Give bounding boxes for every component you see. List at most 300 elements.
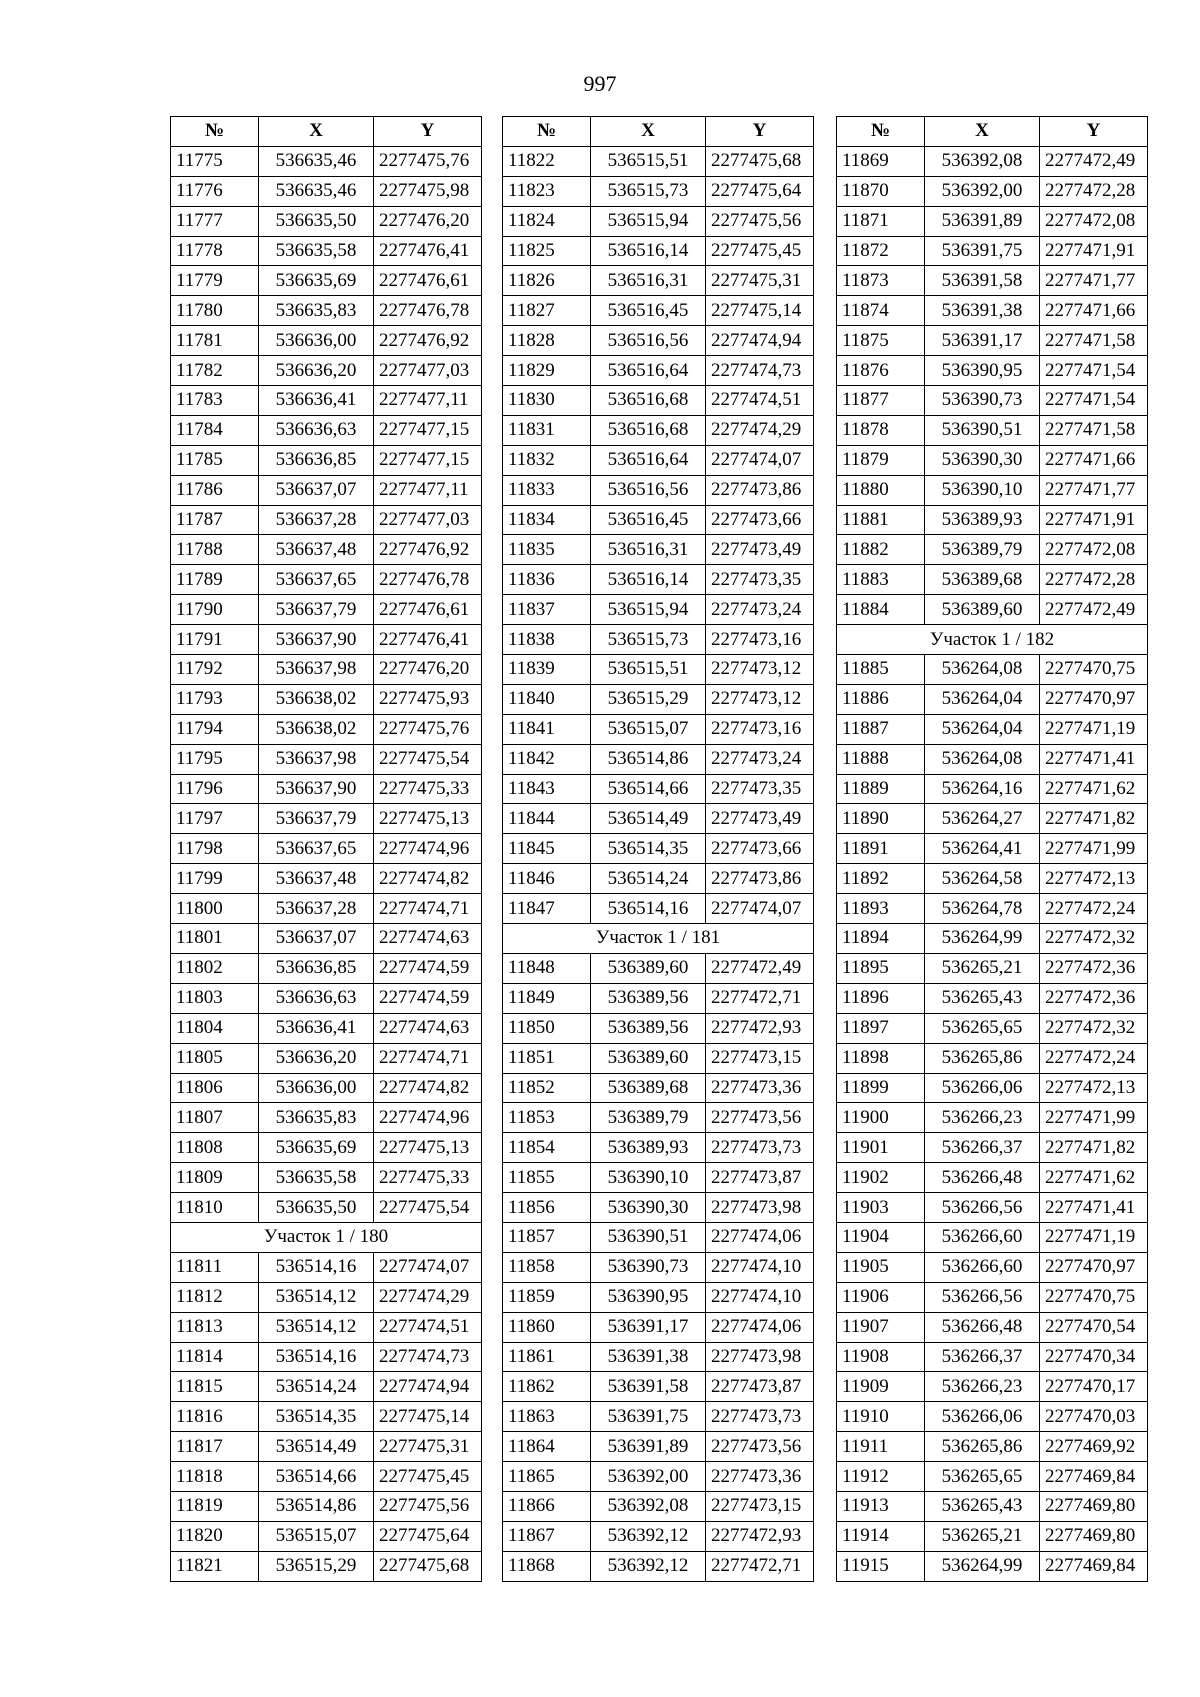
table-row <box>171 1312 482 1342</box>
y-coordinate-cell: 2277470,97 <box>1040 684 1148 714</box>
y-coordinate-cell: 2277474,96 <box>374 1103 482 1133</box>
x-coordinate-cell: 536514,35 <box>259 1402 374 1432</box>
x-coordinate-cell: 536391,38 <box>591 1342 706 1372</box>
x-coordinate-cell: 536514,49 <box>591 804 706 834</box>
x-coordinate-cell: 536516,56 <box>591 475 706 505</box>
point-number-cell: 11871 <box>837 206 925 236</box>
point-number-cell: 11870 <box>837 176 925 206</box>
table-row <box>503 1312 814 1342</box>
point-number-cell: 11776 <box>171 176 259 206</box>
x-coordinate-cell: 536391,89 <box>591 1432 706 1462</box>
y-coordinate-cell: 2277474,71 <box>374 894 482 924</box>
y-coordinate-cell: 2277475,13 <box>374 804 482 834</box>
table-row <box>171 1282 482 1312</box>
point-number-cell: 11785 <box>171 445 259 475</box>
table-row <box>171 864 482 894</box>
x-coordinate-cell: 536636,63 <box>259 415 374 445</box>
y-coordinate-cell: 2277475,31 <box>706 266 814 296</box>
y-coordinate-cell: 2277474,51 <box>374 1312 482 1342</box>
point-number-cell: 11878 <box>837 415 925 445</box>
y-coordinate-cell: 2277472,71 <box>706 983 814 1013</box>
x-coordinate-cell: 536264,27 <box>925 804 1040 834</box>
point-number-cell: 11844 <box>503 804 591 834</box>
coordinates-table-middle <box>502 116 814 1582</box>
x-coordinate-cell: 536516,14 <box>591 565 706 595</box>
x-coordinate-cell: 536635,69 <box>259 266 374 296</box>
x-coordinate-cell: 536389,79 <box>925 535 1040 565</box>
point-number-cell: 11897 <box>837 1013 925 1043</box>
x-coordinate-cell: 536265,86 <box>925 1043 1040 1073</box>
x-coordinate-cell: 536516,31 <box>591 266 706 296</box>
y-coordinate-cell: 2277474,59 <box>374 983 482 1013</box>
point-number-cell: 11894 <box>837 924 925 954</box>
y-coordinate-cell: 2277472,36 <box>1040 953 1148 983</box>
table-row <box>503 1432 814 1462</box>
y-coordinate-cell: 2277473,56 <box>706 1432 814 1462</box>
table-row <box>171 1163 482 1193</box>
table-row <box>837 864 1148 894</box>
table-row <box>171 296 482 326</box>
y-coordinate-cell: 2277473,12 <box>706 655 814 685</box>
point-number-cell: 11851 <box>503 1043 591 1073</box>
table-row <box>503 953 814 983</box>
x-coordinate-cell: 536266,23 <box>925 1372 1040 1402</box>
y-coordinate-cell: 2277473,98 <box>706 1193 814 1223</box>
y-coordinate-cell: 2277475,93 <box>374 684 482 714</box>
point-number-cell: 11847 <box>503 894 591 924</box>
table-row <box>837 1043 1148 1073</box>
x-coordinate-cell: 536637,07 <box>259 924 374 954</box>
y-coordinate-cell: 2277471,41 <box>1040 1193 1148 1223</box>
x-coordinate-cell: 536516,14 <box>591 236 706 266</box>
point-number-cell: 11789 <box>171 565 259 595</box>
table-row <box>837 296 1148 326</box>
y-coordinate-cell: 2277472,93 <box>706 1521 814 1551</box>
x-coordinate-cell: 536266,48 <box>925 1312 1040 1342</box>
point-number-cell: 11832 <box>503 445 591 475</box>
x-coordinate-cell: 536636,00 <box>259 326 374 356</box>
table-row <box>503 1163 814 1193</box>
x-coordinate-cell: 536390,30 <box>591 1193 706 1223</box>
table-row <box>171 625 482 655</box>
y-coordinate-cell: 2277474,82 <box>374 864 482 894</box>
point-number-cell: 11781 <box>171 326 259 356</box>
y-coordinate-cell: 2277474,06 <box>706 1222 814 1252</box>
y-column-header: Y <box>1040 117 1148 147</box>
x-coordinate-cell: 536635,58 <box>259 236 374 266</box>
x-coordinate-cell: 536514,66 <box>591 774 706 804</box>
table-row <box>503 1252 814 1282</box>
x-coordinate-cell: 536637,90 <box>259 625 374 655</box>
point-number-cell: 11819 <box>171 1491 259 1521</box>
y-coordinate-cell: 2277475,31 <box>374 1432 482 1462</box>
point-number-cell: 11890 <box>837 804 925 834</box>
x-coordinate-cell: 536514,12 <box>259 1312 374 1342</box>
point-number-cell: 11893 <box>837 894 925 924</box>
point-number-cell: 11837 <box>503 595 591 625</box>
y-coordinate-cell: 2277472,24 <box>1040 894 1148 924</box>
x-coordinate-cell: 536264,41 <box>925 834 1040 864</box>
y-coordinate-cell: 2277472,32 <box>1040 1013 1148 1043</box>
x-coordinate-cell: 536264,08 <box>925 744 1040 774</box>
y-coordinate-cell: 2277473,66 <box>706 505 814 535</box>
point-number-cell: 11816 <box>171 1402 259 1432</box>
point-number-cell: 11828 <box>503 326 591 356</box>
point-number-cell: 11815 <box>171 1372 259 1402</box>
table-row <box>503 864 814 894</box>
y-coordinate-cell: 2277474,73 <box>374 1342 482 1372</box>
x-coordinate-cell: 536637,98 <box>259 655 374 685</box>
table-row <box>171 684 482 714</box>
table-row <box>171 953 482 983</box>
x-coordinate-cell: 536635,50 <box>259 1193 374 1223</box>
y-coordinate-cell: 2277471,58 <box>1040 415 1148 445</box>
y-coordinate-cell: 2277474,82 <box>374 1073 482 1103</box>
x-coordinate-cell: 536514,86 <box>591 744 706 774</box>
x-coordinate-cell: 536516,64 <box>591 356 706 386</box>
x-coordinate-cell: 536637,48 <box>259 535 374 565</box>
x-coordinate-cell: 536264,16 <box>925 774 1040 804</box>
table-row <box>171 1073 482 1103</box>
point-number-cell: 11824 <box>503 206 591 236</box>
point-number-cell: 11850 <box>503 1013 591 1043</box>
section-title-row <box>837 625 1148 655</box>
point-number-cell: 11903 <box>837 1193 925 1223</box>
table-row <box>837 1551 1148 1581</box>
y-coordinate-cell: 2277471,41 <box>1040 744 1148 774</box>
table-row <box>837 505 1148 535</box>
x-coordinate-cell: 536638,02 <box>259 684 374 714</box>
point-number-cell: 11834 <box>503 505 591 535</box>
coordinates-table-right <box>836 116 1148 1582</box>
x-coordinate-cell: 536636,20 <box>259 1043 374 1073</box>
point-number-cell: 11821 <box>171 1551 259 1581</box>
table-row <box>837 176 1148 206</box>
y-coordinate-cell: 2277473,24 <box>706 595 814 625</box>
y-coordinate-cell: 2277472,08 <box>1040 535 1148 565</box>
x-coordinate-cell: 536638,02 <box>259 714 374 744</box>
x-coordinate-cell: 536389,79 <box>591 1103 706 1133</box>
x-coordinate-cell: 536389,60 <box>591 953 706 983</box>
y-coordinate-cell: 2277473,15 <box>706 1043 814 1073</box>
table-row <box>503 236 814 266</box>
y-coordinate-cell: 2277471,19 <box>1040 1222 1148 1252</box>
table-row <box>503 804 814 834</box>
y-coordinate-cell: 2277474,29 <box>374 1282 482 1312</box>
x-coordinate-cell: 536636,41 <box>259 1013 374 1043</box>
y-coordinate-cell: 2277474,06 <box>706 1312 814 1342</box>
y-coordinate-cell: 2277474,07 <box>706 894 814 924</box>
x-coordinate-cell: 536264,99 <box>925 1551 1040 1581</box>
table-row <box>171 565 482 595</box>
point-number-cell: 11872 <box>837 236 925 266</box>
y-coordinate-cell: 2277477,11 <box>374 386 482 416</box>
x-coordinate-cell: 536635,50 <box>259 206 374 236</box>
point-number-cell: 11848 <box>503 953 591 983</box>
table-row <box>171 415 482 445</box>
table-row <box>837 834 1148 864</box>
table-row <box>171 1432 482 1462</box>
y-coordinate-cell: 2277476,20 <box>374 206 482 236</box>
y-coordinate-cell: 2277472,93 <box>706 1013 814 1043</box>
y-coordinate-cell: 2277475,14 <box>706 296 814 326</box>
point-number-cell: 11825 <box>503 236 591 266</box>
table-row <box>837 1432 1148 1462</box>
x-coordinate-cell: 536389,60 <box>925 595 1040 625</box>
point-number-cell: 11886 <box>837 684 925 714</box>
table-header-row <box>837 117 1148 147</box>
table-row <box>171 445 482 475</box>
point-number-cell: 11901 <box>837 1133 925 1163</box>
table-row <box>503 266 814 296</box>
y-coordinate-cell: 2277472,49 <box>1040 595 1148 625</box>
table-row <box>171 774 482 804</box>
point-number-cell: 11853 <box>503 1103 591 1133</box>
table-row <box>837 655 1148 685</box>
table-row <box>503 1491 814 1521</box>
point-number-cell: 11910 <box>837 1402 925 1432</box>
x-coordinate-cell: 536514,16 <box>259 1252 374 1282</box>
y-coordinate-cell: 2277472,28 <box>1040 176 1148 206</box>
table-row <box>171 1193 482 1223</box>
y-coordinate-cell: 2277471,82 <box>1040 1133 1148 1163</box>
table-row <box>171 714 482 744</box>
point-number-cell: 11838 <box>503 625 591 655</box>
x-coordinate-cell: 536391,38 <box>925 296 1040 326</box>
point-number-cell: 11913 <box>837 1491 925 1521</box>
point-number-cell: 11798 <box>171 834 259 864</box>
y-coordinate-cell: 2277474,10 <box>706 1282 814 1312</box>
y-coordinate-cell: 2277476,92 <box>374 326 482 356</box>
y-coordinate-cell: 2277473,35 <box>706 565 814 595</box>
y-coordinate-cell: 2277469,84 <box>1040 1462 1148 1492</box>
y-coordinate-cell: 2277472,49 <box>1040 146 1148 176</box>
point-number-cell: 11790 <box>171 595 259 625</box>
point-number-cell: 11808 <box>171 1133 259 1163</box>
y-coordinate-cell: 2277472,24 <box>1040 1043 1148 1073</box>
x-coordinate-cell: 536391,75 <box>925 236 1040 266</box>
point-number-cell: 11811 <box>171 1252 259 1282</box>
y-coordinate-cell: 2277473,36 <box>706 1462 814 1492</box>
point-number-cell: 11911 <box>837 1432 925 1462</box>
table-row <box>171 1372 482 1402</box>
table-row <box>503 1462 814 1492</box>
x-coordinate-cell: 536264,58 <box>925 864 1040 894</box>
point-number-cell: 11857 <box>503 1222 591 1252</box>
y-coordinate-cell: 2277471,91 <box>1040 505 1148 535</box>
y-coordinate-cell: 2277470,75 <box>1040 1282 1148 1312</box>
x-coordinate-cell: 536635,46 <box>259 176 374 206</box>
x-coordinate-cell: 536265,43 <box>925 1491 1040 1521</box>
table-row <box>171 505 482 535</box>
x-coordinate-cell: 536637,79 <box>259 595 374 625</box>
y-coordinate-cell: 2277475,76 <box>374 146 482 176</box>
point-number-cell: 11812 <box>171 1282 259 1312</box>
point-number-cell: 11826 <box>503 266 591 296</box>
x-coordinate-cell: 536515,73 <box>591 625 706 655</box>
y-coordinate-cell: 2277471,58 <box>1040 326 1148 356</box>
y-coordinate-cell: 2277471,62 <box>1040 774 1148 804</box>
point-number-cell: 11862 <box>503 1372 591 1402</box>
y-coordinate-cell: 2277473,16 <box>706 625 814 655</box>
table-header-row <box>503 117 814 147</box>
x-coordinate-cell: 536391,75 <box>591 1402 706 1432</box>
y-coordinate-cell: 2277474,07 <box>374 1252 482 1282</box>
y-coordinate-cell: 2277470,54 <box>1040 1312 1148 1342</box>
x-coordinate-cell: 536636,20 <box>259 356 374 386</box>
section-title: Участок 1 / 181 <box>503 924 814 954</box>
y-coordinate-cell: 2277477,15 <box>374 445 482 475</box>
point-number-cell: 11804 <box>171 1013 259 1043</box>
y-coordinate-cell: 2277474,71 <box>374 1043 482 1073</box>
table-row <box>837 953 1148 983</box>
point-number-cell: 11791 <box>171 625 259 655</box>
point-number-cell: 11864 <box>503 1432 591 1462</box>
y-coordinate-cell: 2277471,54 <box>1040 356 1148 386</box>
table-row <box>503 1342 814 1372</box>
y-coordinate-cell: 2277470,17 <box>1040 1372 1148 1402</box>
table-row <box>171 236 482 266</box>
section-title: Участок 1 / 180 <box>171 1222 482 1252</box>
x-coordinate-cell: 536516,68 <box>591 415 706 445</box>
table-row <box>837 595 1148 625</box>
y-coordinate-cell: 2277475,68 <box>706 146 814 176</box>
table-row <box>837 774 1148 804</box>
x-coordinate-cell: 536264,04 <box>925 714 1040 744</box>
point-number-cell: 11787 <box>171 505 259 535</box>
point-number-cell: 11914 <box>837 1521 925 1551</box>
point-number-cell: 11841 <box>503 714 591 744</box>
table-row <box>503 625 814 655</box>
y-coordinate-cell: 2277477,11 <box>374 475 482 505</box>
table-row <box>837 804 1148 834</box>
table-row <box>503 296 814 326</box>
point-number-cell: 11866 <box>503 1491 591 1521</box>
table-row <box>837 236 1148 266</box>
y-coordinate-cell: 2277472,13 <box>1040 1073 1148 1103</box>
x-coordinate-cell: 536264,08 <box>925 655 1040 685</box>
x-coordinate-cell: 536516,68 <box>591 386 706 416</box>
x-coordinate-cell: 536389,60 <box>591 1043 706 1073</box>
x-coordinate-cell: 536266,48 <box>925 1163 1040 1193</box>
table-row <box>503 834 814 864</box>
x-coordinate-cell: 536637,79 <box>259 804 374 834</box>
x-coordinate-cell: 536637,65 <box>259 565 374 595</box>
table-row <box>837 475 1148 505</box>
point-number-cell: 11867 <box>503 1521 591 1551</box>
point-number-cell: 11909 <box>837 1372 925 1402</box>
y-coordinate-cell: 2277472,08 <box>1040 206 1148 236</box>
point-number-cell: 11912 <box>837 1462 925 1492</box>
y-coordinate-cell: 2277475,45 <box>706 236 814 266</box>
y-coordinate-cell: 2277472,28 <box>1040 565 1148 595</box>
y-coordinate-cell: 2277471,19 <box>1040 714 1148 744</box>
table-row <box>171 1491 482 1521</box>
point-number-cell: 11881 <box>837 505 925 535</box>
table-row <box>171 386 482 416</box>
section-title-row <box>503 924 814 954</box>
x-coordinate-cell: 536266,37 <box>925 1342 1040 1372</box>
point-number-cell: 11845 <box>503 834 591 864</box>
x-coordinate-cell: 536514,86 <box>259 1491 374 1521</box>
x-coordinate-cell: 536635,46 <box>259 146 374 176</box>
y-coordinate-cell: 2277472,71 <box>706 1551 814 1581</box>
y-coordinate-cell: 2277477,03 <box>374 356 482 386</box>
y-coordinate-cell: 2277473,98 <box>706 1342 814 1372</box>
x-coordinate-cell: 536389,93 <box>591 1133 706 1163</box>
y-coordinate-cell: 2277476,78 <box>374 296 482 326</box>
y-coordinate-cell: 2277474,63 <box>374 924 482 954</box>
point-number-cell: 11803 <box>171 983 259 1013</box>
x-coordinate-cell: 536390,10 <box>591 1163 706 1193</box>
x-coordinate-cell: 536637,28 <box>259 894 374 924</box>
table-row <box>503 774 814 804</box>
x-coordinate-cell: 536389,56 <box>591 983 706 1013</box>
table-row <box>171 834 482 864</box>
y-coordinate-cell: 2277474,51 <box>706 386 814 416</box>
point-number-cell: 11865 <box>503 1462 591 1492</box>
table-row <box>837 266 1148 296</box>
point-number-cell: 11801 <box>171 924 259 954</box>
x-coordinate-cell: 536637,98 <box>259 744 374 774</box>
x-coordinate-cell: 536266,56 <box>925 1282 1040 1312</box>
table-row <box>503 894 814 924</box>
point-number-cell: 11807 <box>171 1103 259 1133</box>
y-coordinate-cell: 2277469,92 <box>1040 1432 1148 1462</box>
point-number-cell: 11822 <box>503 146 591 176</box>
point-number-cell: 11884 <box>837 595 925 625</box>
x-coordinate-cell: 536389,93 <box>925 505 1040 535</box>
x-coordinate-cell: 536636,41 <box>259 386 374 416</box>
x-coordinate-cell: 536266,37 <box>925 1133 1040 1163</box>
table-header-row <box>171 117 482 147</box>
table-row <box>837 1252 1148 1282</box>
table-row <box>503 176 814 206</box>
x-coordinate-cell: 536636,85 <box>259 953 374 983</box>
point-number-cell: 11888 <box>837 744 925 774</box>
table-row <box>503 356 814 386</box>
y-coordinate-cell: 2277475,54 <box>374 744 482 774</box>
point-number-cell: 11778 <box>171 236 259 266</box>
y-coordinate-cell: 2277475,76 <box>374 714 482 744</box>
table-row <box>171 744 482 774</box>
point-number-cell: 11907 <box>837 1312 925 1342</box>
table-row <box>503 1103 814 1133</box>
y-coordinate-cell: 2277476,20 <box>374 655 482 685</box>
y-coordinate-cell: 2277472,36 <box>1040 983 1148 1013</box>
table-row <box>837 1402 1148 1432</box>
point-number-cell: 11887 <box>837 714 925 744</box>
x-column-header: X <box>259 117 374 147</box>
y-coordinate-cell: 2277473,87 <box>706 1163 814 1193</box>
point-number-cell: 11905 <box>837 1252 925 1282</box>
y-coordinate-cell: 2277473,87 <box>706 1372 814 1402</box>
table-row <box>171 535 482 565</box>
y-coordinate-cell: 2277473,36 <box>706 1073 814 1103</box>
section-title: Участок 1 / 182 <box>837 625 1148 655</box>
y-coordinate-cell: 2277473,73 <box>706 1402 814 1432</box>
point-number-cell: 11885 <box>837 655 925 685</box>
table-row <box>171 475 482 505</box>
x-coordinate-cell: 536515,07 <box>591 714 706 744</box>
y-coordinate-cell: 2277475,33 <box>374 1163 482 1193</box>
point-number-cell: 11799 <box>171 864 259 894</box>
y-coordinate-cell: 2277470,34 <box>1040 1342 1148 1372</box>
point-number-cell: 11891 <box>837 834 925 864</box>
point-number-cell: 11786 <box>171 475 259 505</box>
x-coordinate-cell: 536390,30 <box>925 445 1040 475</box>
point-number-cell: 11858 <box>503 1252 591 1282</box>
